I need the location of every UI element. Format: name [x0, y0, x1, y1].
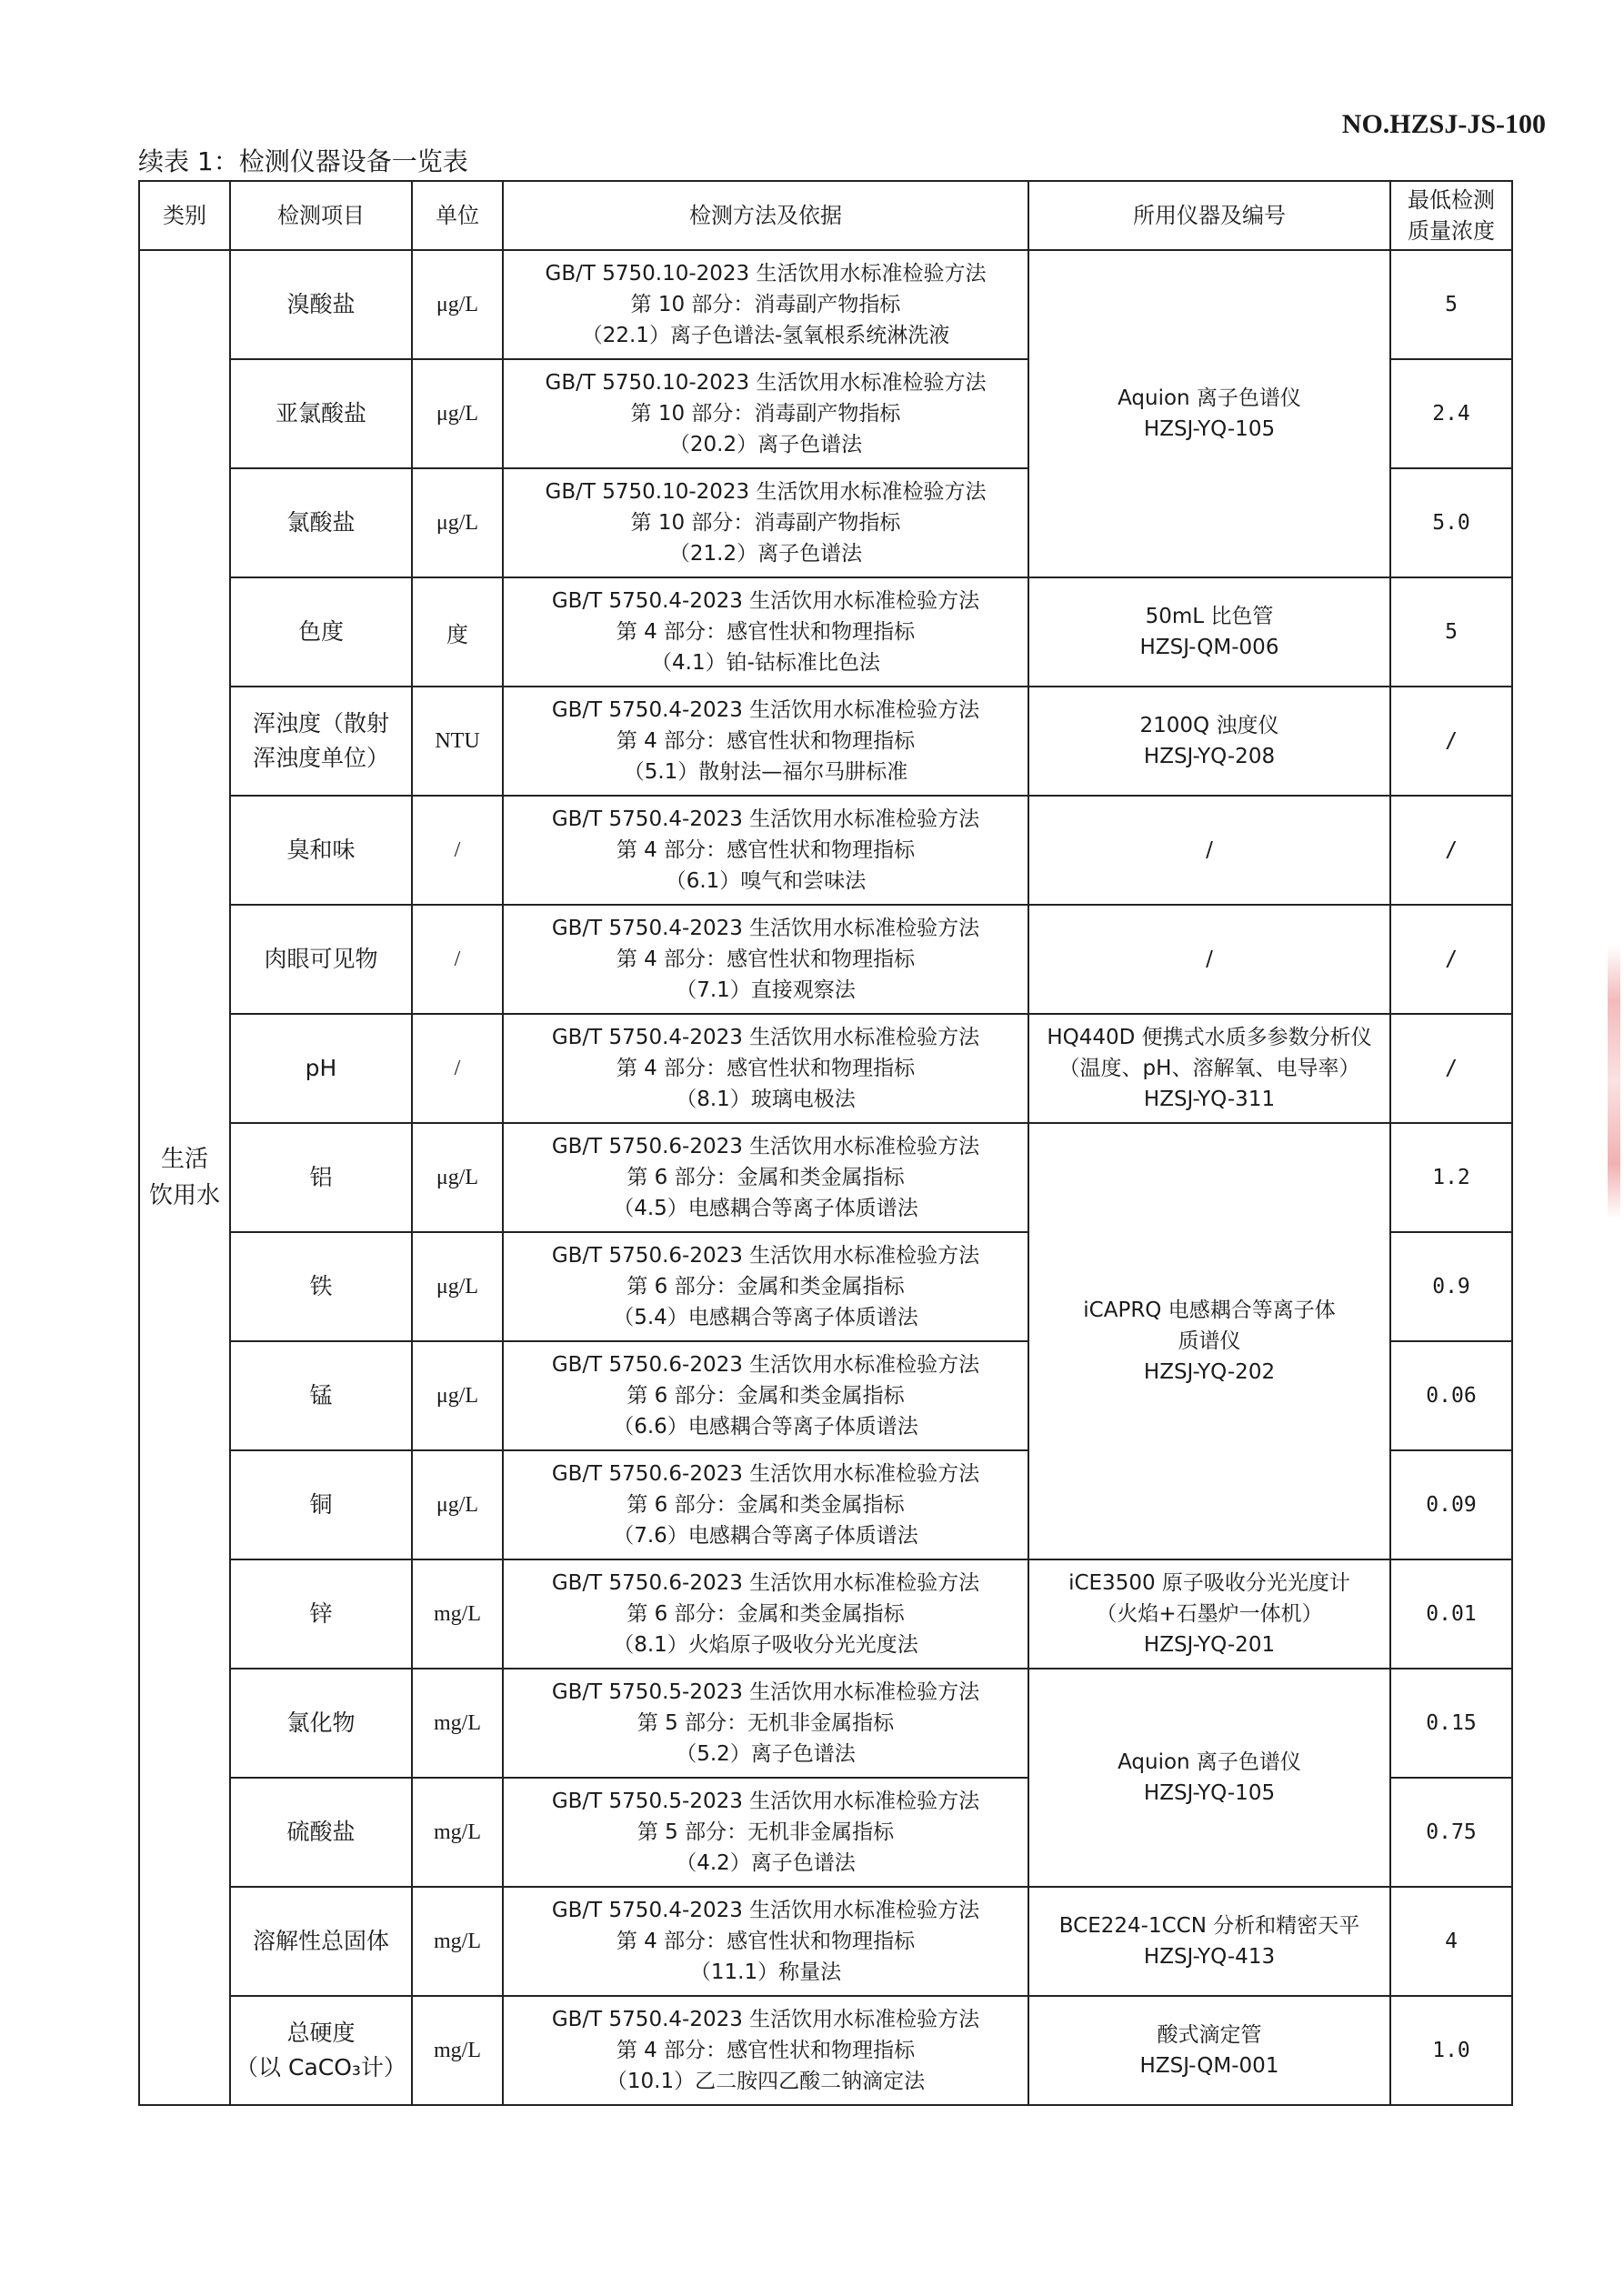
method-standard: GB/T 5750.4-2023 生活饮用水标准检验方法: [551, 589, 980, 613]
method-cell: [503, 577, 1028, 687]
limit-cell: 1.2: [1390, 1123, 1512, 1232]
method-standard: GB/T 5750.6-2023 生活饮用水标准检验方法: [551, 1571, 980, 1595]
limit-cell: 0.01: [1390, 1559, 1512, 1669]
method-cell: [503, 1559, 1028, 1669]
limit-cell: 0.9: [1390, 1232, 1512, 1341]
item-name: 总硬度: [286, 2020, 356, 2046]
method-standard: GB/T 5750.10-2023 生活饮用水标准检验方法: [545, 371, 987, 395]
header-limit-line2: 质量浓度: [1408, 218, 1495, 244]
instrument-cell: [1028, 1559, 1390, 1669]
method-part: 第 6 部分：金属和类金属指标: [627, 1384, 905, 1408]
method-standard: GB/T 5750.4-2023 生活饮用水标准检验方法: [551, 1026, 980, 1049]
limit-cell: 0.15: [1390, 1669, 1512, 1778]
header-unit: 单位: [412, 181, 503, 250]
unit-cell: /: [412, 905, 503, 1014]
limit-cell: 0.75: [1390, 1778, 1512, 1887]
header-method: 检测方法及依据: [503, 181, 1028, 250]
method-part: 第 4 部分：感官性状和物理指标: [616, 729, 916, 753]
method-clause: （5.1）散射法—福尔马肼标准: [623, 760, 908, 784]
item-cell: [230, 1887, 412, 1996]
item-cell: [230, 687, 412, 796]
method-part: 第 10 部分：消毒副产物指标: [630, 293, 901, 316]
item-name: 亚氯酸盐: [275, 400, 366, 426]
category-line1: 生活: [160, 1146, 208, 1173]
instrument-cell: [1028, 1887, 1390, 1996]
item-cell: [230, 1450, 412, 1559]
method-part: 第 4 部分：感官性状和物理指标: [616, 620, 916, 644]
header-row: [139, 181, 1512, 250]
table-row: [139, 1669, 1512, 1778]
instrument-cell: /: [1028, 905, 1390, 1014]
table-row: [139, 1559, 1512, 1669]
item-name: 臭和味: [286, 837, 356, 863]
unit-cell: /: [412, 796, 503, 905]
limit-cell: /: [1390, 905, 1512, 1014]
instrument-name: 2100Q 浊度仪: [1139, 714, 1279, 737]
method-clause: （8.1）玻璃电极法: [676, 1088, 856, 1111]
instrument-table: [138, 180, 1513, 2106]
unit-cell: μg/L: [412, 359, 503, 468]
header-item: 检测项目: [230, 181, 412, 250]
item-cell: [230, 1014, 412, 1123]
method-standard: GB/T 5750.4-2023 生活饮用水标准检验方法: [551, 807, 980, 831]
instrument-cell: [1028, 1669, 1390, 1887]
limit-cell: 4: [1390, 1887, 1512, 1996]
instrument-name: HQ440D 便携式水质多参数分析仪: [1047, 1026, 1372, 1049]
method-standard: GB/T 5750.4-2023 生活饮用水标准检验方法: [551, 1899, 980, 1922]
instrument-id: HZSJ-QM-006: [1139, 636, 1279, 659]
method-cell: [503, 250, 1028, 359]
method-part: 第 4 部分：感官性状和物理指标: [616, 1057, 916, 1080]
item-cell: [230, 1341, 412, 1450]
unit-cell: μg/L: [412, 1450, 503, 1559]
table-row: [139, 905, 1512, 1014]
instrument-id: HZSJ-YQ-413: [1143, 1945, 1276, 1969]
limit-cell: 5.0: [1390, 468, 1512, 577]
method-part: 第 4 部分：感官性状和物理指标: [616, 838, 916, 862]
instrument-note: （火焰+石墨炉一体机）: [1096, 1602, 1323, 1626]
item-cell: [230, 468, 412, 577]
method-cell: [503, 687, 1028, 796]
item-name-line2: 浑浊度单位）: [252, 745, 389, 771]
item-cell: [230, 1123, 412, 1232]
table-row: [139, 1996, 1512, 2105]
instrument-id: HZSJ-YQ-105: [1143, 1781, 1276, 1805]
item-name: 溴酸盐: [286, 291, 356, 317]
instrument-cell: [1028, 577, 1390, 687]
instrument-id: HZSJ-YQ-105: [1143, 417, 1276, 441]
method-clause: （5.4）电感耦合等离子体质谱法: [613, 1306, 918, 1329]
instrument-name: Aquion 离子色谱仪: [1118, 1750, 1301, 1774]
unit-cell: μg/L: [412, 250, 503, 359]
instrument-cell: [1028, 1014, 1390, 1123]
method-clause: （11.1）称量法: [689, 1960, 842, 1984]
unit-cell: /: [412, 1014, 503, 1123]
seal-stamp-edge: [1608, 946, 1620, 1218]
method-clause: （22.1）离子色谱法-氢氧根系统淋洗液: [581, 324, 950, 347]
method-standard: GB/T 5750.6-2023 生活饮用水标准检验方法: [551, 1353, 980, 1377]
method-standard: GB/T 5750.4-2023 生活饮用水标准检验方法: [551, 2008, 980, 2031]
method-cell: [503, 1123, 1028, 1232]
item-cell: [230, 1559, 412, 1669]
item-name: 氯酸盐: [286, 509, 356, 536]
method-cell: [503, 1014, 1028, 1123]
method-part: 第 4 部分：感官性状和物理指标: [616, 947, 916, 971]
instrument-id: HZSJ-YQ-201: [1143, 1633, 1276, 1657]
item-name: 铝: [309, 1164, 333, 1190]
instrument-id: HZSJ-YQ-311: [1143, 1088, 1276, 1111]
method-standard: GB/T 5750.5-2023 生活饮用水标准检验方法: [551, 1680, 980, 1704]
method-cell: [503, 1669, 1028, 1778]
method-cell: [503, 359, 1028, 468]
instrument-id: HZSJ-QM-001: [1139, 2054, 1279, 2078]
item-name: 锰: [309, 1382, 333, 1409]
unit-cell: μg/L: [412, 1341, 503, 1450]
method-clause: （6.6）电感耦合等离子体质谱法: [613, 1415, 918, 1439]
method-part: 第 6 部分：金属和类金属指标: [627, 1166, 905, 1189]
method-clause: （6.1）嗅气和尝味法: [665, 869, 867, 893]
method-part: 第 6 部分：金属和类金属指标: [627, 1493, 905, 1517]
table-row: [139, 1014, 1512, 1123]
method-part: 第 10 部分：消毒副产物指标: [630, 402, 901, 426]
method-part: 第 10 部分：消毒副产物指标: [630, 511, 901, 535]
item-name: 铁: [309, 1273, 333, 1299]
method-part: 第 5 部分：无机非金属指标: [637, 1820, 895, 1844]
method-clause: （4.1）铂-钴标准比色法: [651, 651, 880, 675]
item-cell: [230, 1232, 412, 1341]
instrument-name: 酸式滴定管: [1157, 2023, 1262, 2047]
table-row: [139, 1123, 1512, 1232]
instrument-name: Aquion 离子色谱仪: [1118, 386, 1301, 410]
unit-cell: μg/L: [412, 468, 503, 577]
category-cell: [139, 250, 230, 2105]
instrument-name: 50mL 比色管: [1145, 605, 1274, 628]
instrument-name: iCAPRQ 电感耦合等离子体: [1083, 1298, 1336, 1322]
item-cell: [230, 905, 412, 1014]
method-standard: GB/T 5750.6-2023 生活饮用水标准检验方法: [551, 1244, 980, 1268]
method-part: 第 4 部分：感官性状和物理指标: [616, 1930, 916, 1953]
unit-cell: μg/L: [412, 1123, 503, 1232]
limit-cell: 0.09: [1390, 1450, 1512, 1559]
method-cell: [503, 905, 1028, 1014]
method-clause: （5.2）离子色谱法: [676, 1742, 856, 1766]
unit-cell: μg/L: [412, 1232, 503, 1341]
limit-cell: 5: [1390, 577, 1512, 687]
unit-cell: mg/L: [412, 1778, 503, 1887]
limit-cell: /: [1390, 1014, 1512, 1123]
document-number: NO.HZSJ-JS-100: [1341, 109, 1546, 139]
instrument-cell: [1028, 250, 1390, 577]
item-name: 浑浊度（散射: [252, 710, 389, 737]
method-clause: （8.1）火焰原子吸收分光光度法: [613, 1633, 918, 1657]
instrument-id: HZSJ-YQ-208: [1143, 745, 1276, 768]
item-cell: [230, 250, 412, 359]
item-name: 铜: [309, 1491, 333, 1518]
method-part: 第 4 部分：感官性状和物理指标: [616, 2039, 916, 2062]
method-standard: GB/T 5750.6-2023 生活饮用水标准检验方法: [551, 1462, 980, 1486]
method-cell: [503, 1778, 1028, 1887]
table-row: [139, 1887, 1512, 1996]
item-name: 硫酸盐: [286, 1819, 356, 1845]
method-standard: GB/T 5750.4-2023 生活饮用水标准检验方法: [551, 698, 980, 722]
method-standard: GB/T 5750.6-2023 生活饮用水标准检验方法: [551, 1135, 980, 1158]
limit-cell: /: [1390, 796, 1512, 905]
unit-cell: mg/L: [412, 1669, 503, 1778]
unit-cell: 度: [412, 577, 503, 687]
method-cell: [503, 1887, 1028, 1996]
item-cell: [230, 796, 412, 905]
method-clause: （7.6）电感耦合等离子体质谱法: [613, 1524, 918, 1548]
item-cell: [230, 1996, 412, 2105]
method-cell: [503, 1341, 1028, 1450]
header-category: 类别: [139, 181, 230, 250]
limit-cell: 0.06: [1390, 1341, 1512, 1450]
instrument-cell: [1028, 1996, 1390, 2105]
method-clause: （21.2）离子色谱法: [668, 542, 863, 566]
table-row: [139, 796, 1512, 905]
method-clause: （7.1）直接观察法: [676, 978, 856, 1002]
header-limit: [1390, 181, 1512, 250]
method-clause: （10.1）乙二胺四乙酸二钠滴定法: [606, 2070, 926, 2093]
method-part: 第 6 部分：金属和类金属指标: [627, 1275, 905, 1298]
instrument-id: HZSJ-YQ-202: [1143, 1360, 1276, 1384]
table-row: [139, 577, 1512, 687]
category-line2: 饮用水: [148, 1182, 220, 1209]
method-standard: GB/T 5750.4-2023 生活饮用水标准检验方法: [551, 917, 980, 940]
unit-cell: NTU: [412, 687, 503, 796]
method-standard: GB/T 5750.5-2023 生活饮用水标准检验方法: [551, 1790, 980, 1813]
item-name: 肉眼可见物: [264, 946, 378, 972]
header-limit-line1: 最低检测: [1408, 187, 1495, 213]
item-name: 氯化物: [286, 1709, 356, 1736]
method-clause: （4.2）离子色谱法: [676, 1851, 856, 1875]
method-cell: [503, 796, 1028, 905]
instrument-cell: [1028, 1123, 1390, 1559]
instrument-name: iCE3500 原子吸收分光光度计: [1068, 1571, 1350, 1595]
method-part: 第 5 部分：无机非金属指标: [637, 1711, 895, 1735]
table-row: [139, 250, 1512, 359]
unit-cell: mg/L: [412, 1996, 503, 2105]
instrument-cell: /: [1028, 796, 1390, 905]
table-row: [139, 687, 1512, 796]
unit-cell: mg/L: [412, 1559, 503, 1669]
item-cell: [230, 359, 412, 468]
method-cell: [503, 1450, 1028, 1559]
method-standard: GB/T 5750.10-2023 生活饮用水标准检验方法: [545, 480, 987, 504]
instrument-note: （温度、pH、溶解氧、电导率）: [1058, 1057, 1360, 1080]
instrument-name-line2: 质谱仪: [1178, 1329, 1241, 1353]
instrument-cell: [1028, 687, 1390, 796]
method-cell: [503, 1232, 1028, 1341]
item-cell: [230, 1778, 412, 1887]
unit-cell: mg/L: [412, 1887, 503, 1996]
item-name-line2: （以 CaCO₃计）: [236, 2054, 406, 2080]
limit-cell: 5: [1390, 250, 1512, 359]
limit-cell: 1.0: [1390, 1996, 1512, 2105]
item-name: 溶解性总固体: [252, 1928, 389, 1954]
limit-cell: /: [1390, 687, 1512, 796]
item-name: pH: [305, 1055, 337, 1081]
method-standard: GB/T 5750.10-2023 生活饮用水标准检验方法: [545, 262, 987, 286]
instrument-name: BCE224-1CCN 分析和精密天平: [1058, 1914, 1360, 1938]
header-instrument: 所用仪器及编号: [1028, 181, 1390, 250]
method-clause: （20.2）离子色谱法: [668, 433, 863, 456]
method-cell: [503, 468, 1028, 577]
item-name: 锌: [309, 1600, 333, 1627]
item-name: 色度: [297, 618, 344, 645]
item-cell: [230, 577, 412, 687]
method-clause: （4.5）电感耦合等离子体质谱法: [613, 1197, 918, 1220]
limit-cell: 2.4: [1390, 359, 1512, 468]
method-part: 第 6 部分：金属和类金属指标: [627, 1602, 905, 1626]
item-cell: [230, 1669, 412, 1778]
method-cell: [503, 1996, 1028, 2105]
table-caption: 续表 1：检测仪器设备一览表: [138, 146, 468, 176]
